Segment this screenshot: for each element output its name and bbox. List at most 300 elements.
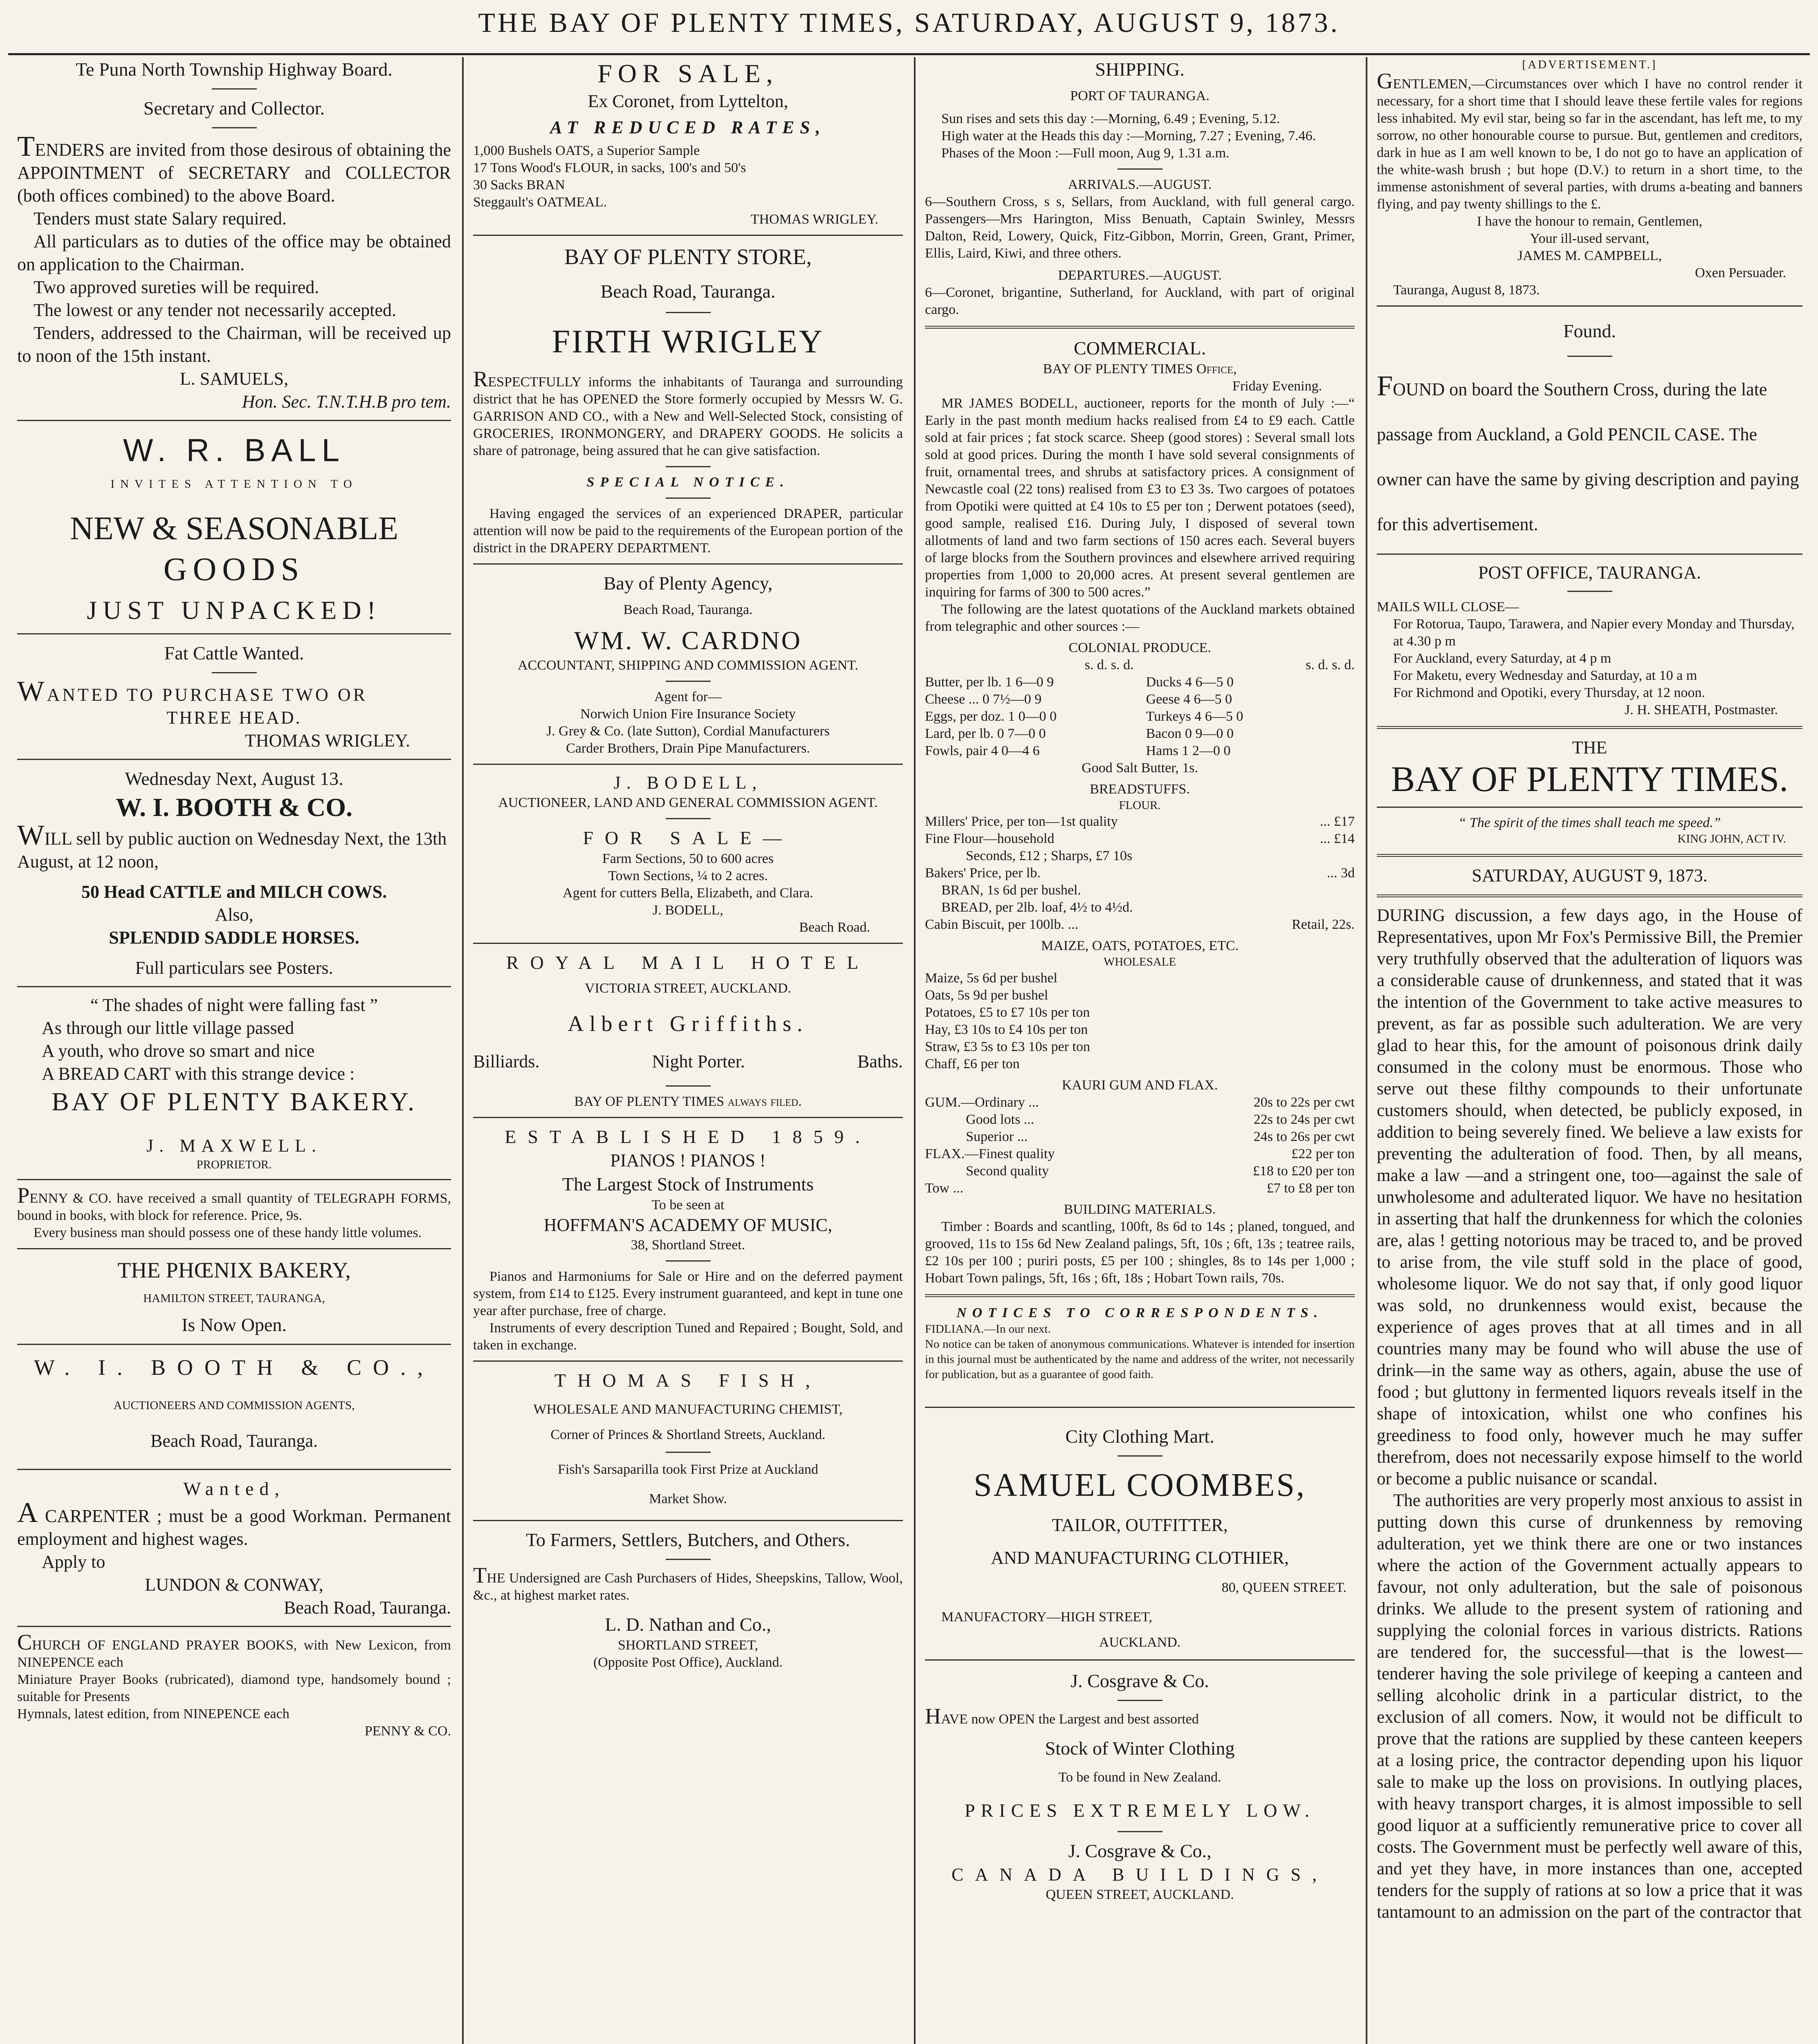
advertisement-label: [ADVERTISEMENT.] <box>1522 58 1657 71</box>
colonial-row: Geese 4 6—5 0 <box>1146 692 1232 707</box>
divider <box>666 818 711 819</box>
cell: Bakers' Price, per lb. <box>925 865 1041 881</box>
shipping-text: Sun rises and sets this day :—Morning, 6.49 ; Evening, 5.12. <box>941 111 1280 126</box>
mail-schedule: For Richmond and Opotiki, every Thursday, at 12 noon. <box>1393 685 1706 700</box>
commercial-section <box>925 336 1355 1287</box>
fish-address: Corner of Princes & Shortland Streets, Auckland. <box>550 1427 826 1442</box>
divider <box>17 1469 451 1470</box>
gentlemen-body: Your ill-used servant, <box>1530 231 1650 246</box>
divider <box>17 1344 451 1345</box>
store-address: Beach Road, Tauranga. <box>600 281 776 302</box>
fish-ad <box>473 1368 903 1508</box>
cell: 20s to 22s per cwt <box>1253 1095 1355 1110</box>
table-row <box>925 830 1355 847</box>
cell: Tow ... <box>925 1181 963 1196</box>
cattle-ad <box>17 641 451 752</box>
divider <box>666 1085 711 1087</box>
ball-unpacked: JUST UNPACKED! <box>87 596 382 625</box>
shipping-title: SHIPPING. <box>1095 59 1185 80</box>
colonial-table <box>925 657 1355 760</box>
postmaster: J. H. SHEATH, Postmaster. <box>1625 702 1778 717</box>
sarsaparilla: Fish's Sarsaparilla took First Prize at Auckland <box>558 1462 818 1477</box>
maxwell-name: J. MAXWELL. <box>146 1136 322 1156</box>
shipping-section <box>925 57 1355 318</box>
bodell-address: Beach Road. <box>799 920 870 935</box>
ball-name: W. R. BALL <box>123 432 346 468</box>
bodell-ad <box>473 771 903 936</box>
masthead-rule <box>8 53 1810 55</box>
kauri-table <box>925 1094 1355 1197</box>
coombes-ad <box>925 1424 1355 1651</box>
divider <box>473 1360 903 1362</box>
maxwell-proprietor: PROPRIETOR. <box>196 1158 272 1171</box>
church-body: Miniature Prayer Books (rubricated), diamond type, handsomely bound ; suitable for Presents <box>17 1672 451 1704</box>
divider <box>473 1117 903 1118</box>
highway-signature-title: Hon. Sec. T.N.T.H.B pro tem. <box>242 392 451 412</box>
table-row <box>925 899 1355 916</box>
divider <box>1377 894 1802 897</box>
cardno-name: WM. W. CARDNO <box>574 626 802 655</box>
highway-signature: L. SAMUELS, <box>180 369 289 389</box>
divider <box>212 127 257 128</box>
colonial-row: Turkeys 4 6—5 0 <box>1146 709 1243 724</box>
ball-ad <box>17 428 451 627</box>
found-title: Found. <box>1563 320 1616 341</box>
booth-posters: Full particulars see Posters. <box>135 958 333 978</box>
pianos-body: Instruments of every description Tuned and Repaired ; Bought, Sold, and taken in exchange. <box>473 1320 903 1353</box>
notices-body: No notice can be taken of anonymous communications. Whatever is intended for insertion in this journal must be authenticated by the name and address of the writer, not necessarily for publication, but as a guarantee of good faith. <box>925 1338 1355 1381</box>
booth2-address: Beach Road, Tauranga. <box>150 1431 318 1451</box>
coombes-clothier: AND MANUFACTURING CLOTHIER, <box>991 1548 1289 1568</box>
motto: “ The spirit of the times shall teach me speed.” <box>1458 815 1721 830</box>
mail-schedule: For Maketu, every Wednesday and Saturday, at 10 a m <box>1393 668 1697 683</box>
cell: Fine Flour—household <box>925 831 1055 846</box>
pianos-body: Pianos and Harmoniums for Sale or Hire and on the deferred payment system, from £14 to £125. Every instrument guaranteed, and kept in tune one year after purchase, free of charge. <box>473 1269 903 1318</box>
fish-sub: WHOLESALE AND MANUFACTURING CHEMIST, <box>533 1402 843 1417</box>
phoenix-title: THE PHŒNIX BAKERY, <box>117 1258 351 1282</box>
carpenter-ad <box>17 1477 451 1619</box>
colonial-row: Ducks 4 6—5 0 <box>1146 675 1234 690</box>
cosgrave-name: J. Cosgrave & Co. <box>1071 1670 1209 1691</box>
colonial-row: Butter, per lb. 1 6—0 9 <box>925 675 1054 690</box>
cell: BREAD, per 2lb. loaf, 4½ to 4½d. <box>941 900 1133 915</box>
wanted-firm: LUNDON & CONWAY, <box>145 1575 323 1595</box>
cosgrave-address: QUEEN STREET, AUCKLAND. <box>1046 1887 1234 1902</box>
list-item: Oats, 5s 9d per bushel <box>925 988 1048 1003</box>
special-body: Having engaged the services of an experienced DRAPER, particular attention will now be paid to the requirements of the European portion of the district in the DRAPERY DEPARTMENT. <box>473 506 903 556</box>
table-row <box>925 1128 1355 1145</box>
wanted-body: A CARPENTER ; must be a good Workman. Permanent employment and highest wages. <box>17 1497 451 1549</box>
list-item: Hay, £3 10s to £4 10s per ton <box>925 1022 1088 1037</box>
sale-line: 30 Sacks BRAN <box>473 177 565 193</box>
highway-body: TENDERS are invited from those desirous of obtaining the APPOINTMENT of SECRETARY and COLLECTOR (both offices combined) to the above Board. <box>17 130 451 206</box>
divider <box>212 88 257 90</box>
highway-board-ad <box>17 57 451 413</box>
departures-title: DEPARTURES.—AUGUST. <box>1058 268 1222 283</box>
divider <box>17 420 451 421</box>
table-row <box>925 882 1355 899</box>
cell: Millers' Price, per ton—1st quality <box>925 814 1118 829</box>
mails-close: MAILS WILL CLOSE— <box>1377 599 1519 614</box>
campbell-ad <box>1377 57 1802 299</box>
wanted-address: Beach Road, Tauranga. <box>283 1598 451 1618</box>
table-row <box>925 916 1355 933</box>
bakery-title: BAY OF PLENTY BAKERY. <box>52 1087 417 1116</box>
colonial-row: Fowls, pair 4 0—4 6 <box>925 743 1040 758</box>
cosgrave-body: HAVE now OPEN the Largest and best assorted <box>925 1704 1199 1728</box>
cattle-body: WANTED TO PURCHASE TWO OR <box>17 675 368 707</box>
booth2-sub: AUCTIONEERS AND COMMISSION AGENTS, <box>113 1399 355 1412</box>
mail-schedule: For Auckland, every Saturday, at 4 p m <box>1393 651 1612 666</box>
cattle-body: THREE HEAD. <box>166 708 302 728</box>
masthead: THE BAY OF PLENTY TIMES, SATURDAY, AUGUST 9, 1873. <box>478 7 1340 38</box>
list-item: Straw, £3 5s to £3 10s per ton <box>925 1039 1090 1054</box>
booth-also: Also, <box>215 905 254 925</box>
pianos: PIANOS ! PIANOS ! <box>610 1150 766 1170</box>
royal-mail-ad <box>473 950 903 1110</box>
cell: 24s to 26s per cwt <box>1253 1129 1355 1144</box>
commercial-title: COMMERCIAL. <box>1073 338 1206 359</box>
penny-body: PENNY & CO. have received a small quantity of TELEGRAPH FORMS, bound in books, with block for reference. Price, 9s. <box>17 1183 451 1223</box>
cardno-agency: Carder Brothers, Drain Pipe Manufacturers. <box>566 741 810 756</box>
booth-date: Wednesday Next, August 13. <box>125 768 343 789</box>
campbell-date: Tauranga, August 8, 1873. <box>1393 282 1540 298</box>
column-1 <box>8 57 460 2044</box>
divider <box>666 312 711 313</box>
coombes-tailor: TAILOR, OUTFITTER, <box>1052 1515 1228 1535</box>
coombes-address: 80, QUEEN STREET. <box>1221 1580 1347 1595</box>
column-divider <box>1366 57 1367 2044</box>
mail-schedule: For Rotorua, Taupo, Tarawera, and Napier every Monday and Thursday, at 4.30 p m <box>1393 616 1795 649</box>
wanted-apply: Apply to <box>42 1552 105 1572</box>
departures-body: 6—Coronet, brigantine, Sutherland, for Auckland, with part of original cargo. <box>925 285 1355 317</box>
poem-line: As through our little village passed <box>42 1018 294 1038</box>
divider <box>17 759 451 760</box>
divider <box>666 1260 711 1262</box>
table-row <box>925 1163 1355 1180</box>
arrivals-title: ARRIVALS.—AUGUST. <box>1068 177 1212 192</box>
bakery-ad <box>17 994 451 1172</box>
colonial-row: Lard, per lb. 0 7—0 0 <box>925 726 1046 741</box>
albert-griffiths: Albert Griffiths. <box>568 1011 808 1036</box>
hotel-services <box>473 1050 903 1073</box>
cell: Good lots ... <box>966 1112 1035 1127</box>
list-item: Chaff, £6 per ton <box>925 1056 1020 1071</box>
column-divider <box>462 57 464 2044</box>
cell: 22s to 24s per cwt <box>1253 1112 1355 1127</box>
cattle-title: Fat Cattle Wanted. <box>164 643 304 663</box>
highway-text: The lowest or any tender not necessarily accepted. <box>34 300 396 320</box>
nathan-name: L. D. Nathan and Co., <box>605 1614 771 1635</box>
colonial-head: s. d. s. d. <box>1084 657 1134 672</box>
column-3 <box>916 57 1364 2044</box>
divider <box>666 466 711 467</box>
cardno-agency: Norwich Union Fire Insurance Society <box>580 706 796 722</box>
booth-name: W. I. BOOTH & CO. <box>115 793 353 822</box>
editorial <box>1377 736 1802 1923</box>
canada-buildings: CANADA BUILDINGS, <box>952 1865 1328 1885</box>
gentlemen-body: GENTLEMEN,—Circumstances over which I have no control render it necessary, for a short time that I should leave these fertile vales for regions less inhabited. My evil star, being so far in the ascendant, has left me, to my sorrow, no other honourable course to pursue. But, gentlemen and creditors, dark in hue as I am well known to be, I do not go to have an application of the white-wash brush ; but hope (D.V.) to return in a short time, to the immense astonishment of several parties, with drums a-beating and banners flying, and pay twenty shillings to the £. <box>1377 69 1802 212</box>
motto-source: KING JOHN, ACT IV. <box>1677 832 1786 845</box>
cell: Superior ... <box>966 1129 1028 1144</box>
column-divider <box>914 57 916 2044</box>
booth-auction-ad <box>17 766 451 979</box>
penny-ad <box>17 1183 451 1242</box>
penny-body: Every business man should possess one of these handy little volumes. <box>34 1225 422 1240</box>
divider <box>1118 1455 1163 1457</box>
cell: GUM.—Ordinary ... <box>925 1095 1039 1110</box>
sale-reduced: AT REDUCED RATES, <box>550 117 826 137</box>
colonial-row: Cheese ... 0 7½—0 9 <box>925 692 1042 707</box>
cosgrave-nz: To be found in New Zealand. <box>1058 1770 1221 1785</box>
firth-body: RESPECTFULLY informs the inhabitants of Tauranga and surrounding district that he has OPENED the Store formerly occupied by Messrs W. G. GARRISON AND CO., with a New and Well-Selected Stock, consisting of GROCERIES, IRONMONGERY, and DRAPERY GOODS. He solicits a share of patronage, being assured that he can give satisfaction. <box>473 367 903 458</box>
divider <box>1118 168 1163 170</box>
table-row <box>925 1145 1355 1163</box>
divider <box>925 1294 1355 1297</box>
nameplate: BAY OF PLENTY TIMES. <box>1391 760 1789 799</box>
cardno-agent: Agent for— <box>654 689 722 704</box>
bodell-forsale: FOR SALE— <box>583 827 793 848</box>
ball-goods: GOODS <box>163 551 305 587</box>
campbell-signature: JAMES M. CAMPBELL, <box>1517 248 1662 263</box>
highway-subtitle: Secretary and Collector. <box>143 98 325 119</box>
post-title: POST OFFICE, TAURANGA. <box>1478 563 1701 583</box>
cardno-ad <box>473 571 903 757</box>
table-row <box>925 1111 1355 1128</box>
flour-title: FLOUR. <box>1119 799 1161 812</box>
fish-name: THOMAS FISH, <box>554 1370 821 1391</box>
baths: Baths. <box>857 1051 903 1071</box>
city-clothing: City Clothing Mart. <box>1065 1426 1214 1447</box>
divider <box>17 633 451 634</box>
breadstuffs-table <box>925 813 1355 933</box>
divider <box>473 764 903 765</box>
wrigley-sale-ad <box>473 57 903 228</box>
agency-address: Beach Road, Tauranga. <box>623 602 753 617</box>
gentlemen-body: I have the honour to remain, Gentlemen, <box>1477 214 1703 229</box>
divider <box>1118 1831 1163 1832</box>
divider <box>1118 1700 1163 1701</box>
list-item: Potatoes, £5 to £7 10s per ton <box>925 1005 1090 1020</box>
highway-text: Two approved sureties will be required. <box>34 277 319 297</box>
divider <box>1567 356 1612 357</box>
found-ad <box>1377 319 1802 547</box>
maize-list <box>925 970 1355 1073</box>
largest-stock: The Largest Stock of Instruments <box>562 1174 814 1195</box>
highway-text: Tenders, addressed to the Chairman, will be received up to noon of the 15th instant. <box>17 323 451 366</box>
kauri-title: KAURI GUM AND FLAX. <box>1062 1078 1218 1093</box>
booth-horses: SPLENDID SADDLE HORSES. <box>109 928 359 948</box>
cell: £7 to £8 per ton <box>1266 1181 1355 1196</box>
sale-ex: Ex Coronet, from Lyttelton, <box>588 91 788 111</box>
commercial-date: Friday Evening. <box>1232 379 1322 394</box>
prayer-book-ad <box>17 1630 451 1740</box>
commercial-body: The following are the latest quotations of the Auckland markets obtained from telegraphic and other sources :— <box>925 602 1355 634</box>
coombes-factory: MANUFACTORY—HIGH STREET, <box>941 1609 1152 1625</box>
cell: Second quality <box>966 1163 1049 1179</box>
hoffman-address: 38, Shortland Street. <box>631 1237 745 1253</box>
divider <box>473 563 903 565</box>
coombes-city: AUCKLAND. <box>1099 1635 1181 1650</box>
poem-line: “ The shades of night were falling fast ” <box>90 995 378 1015</box>
church-signature: PENNY & CO. <box>364 1724 451 1739</box>
divider <box>17 1248 451 1249</box>
divider <box>1377 554 1802 555</box>
special-notice: SPECIAL NOTICE. <box>586 475 790 490</box>
wholesale-title: WHOLESALE <box>1103 955 1176 968</box>
editorial-paragraph: DURING discussion, a few days ago, in the House of Representatives, upon Mr Fox's Permissive Bill, the Premier very truthfully observed that the adulteration of liquors was a considerable cause of drunkenness, and stated that it was the intention of the Government to take active measures to prevent, as far as possible such adulteration. We are very glad to hear this, for the amount of poisonous drink daily consumed in the colony must be enormous. Those who serve out these filthy compounds to their unfortunate customers should, when detected, be publicly exposed, in addition to being severely fined. We believe a law exists for preventing the adulteration of food. Then, by all means, make a law —and a stringent one, too—against the sale of unwholesome and adulterated liquor. We have no hesitation in asserting that half the drunkenness for which the colonies are, alas ! getting notorious may be traced to, and be proved to arise from, the vile stuff sold in the place of good, wholesome liquor. We do not say that, if only good liquor was sold, no drunkenness would exist, because the experience of ages proves that at all times and in all countries many may be found who will abuse the use of drink—in the same way as others, again, abuse the use of food ; but gluttony in fermented liquors reveals itself in the shape of intoxication, whilst one who confines his greediness to food only, however much he may suffer therefrom, does not necessarily expose himself to the world or become a public nuisance or scandal. <box>1377 906 1802 1488</box>
divider <box>17 1179 451 1180</box>
church-body: Hymnals, latest edition, from NINEPENCE each <box>17 1706 290 1721</box>
sarsaparilla: Market Show. <box>649 1491 727 1506</box>
booth-body: WILL sell by public auction on Wednesday Next, the 13th August, at 12 noon, <box>17 819 447 872</box>
church-body: CHURCH OF ENGLAND PRAYER BOOKS, with New Lexicon, from NINEPENCE each <box>17 1630 451 1670</box>
divider <box>925 1407 1355 1408</box>
cell: FLAX.—Finest quality <box>925 1146 1055 1161</box>
cosgrave-name: J. Cosgrave & Co., <box>1068 1840 1212 1861</box>
sale-line: 17 Tons Wood's FLOUR, in sacks, 100's and 50's <box>473 160 746 175</box>
bodell-sub: AUCTIONEER, LAND AND GENERAL COMMISSION AGENT. <box>498 795 878 810</box>
port-title: PORT OF TAURANGA. <box>1070 88 1210 103</box>
sale-line: 1,000 Bushels OATS, a Superior Sample <box>473 143 700 158</box>
phoenix-address: HAMILTON STREET, TAURANGA, <box>143 1292 325 1305</box>
poem-line: A BREAD CART with this strange device : <box>42 1064 355 1084</box>
divider <box>1377 807 1802 808</box>
nathan-ad <box>473 1528 903 1671</box>
highway-title: Te Puna North Township Highway Board. <box>76 59 393 80</box>
salt-butter: Good Salt Butter, 1s. <box>1082 760 1198 775</box>
colonial-row: Eggs, per doz. 1 0—0 0 <box>925 709 1057 724</box>
firth-wrigley: FIRTH WRIGLEY <box>552 324 824 360</box>
breadstuffs-title: BREADSTUFFS. <box>1090 782 1190 797</box>
ball-invites: INVITES ATTENTION TO <box>110 477 358 491</box>
divider <box>1567 591 1612 592</box>
ball-new: NEW & SEASONABLE <box>70 511 398 547</box>
divider <box>666 681 711 682</box>
correspondents-section <box>925 1304 1355 1382</box>
colonial-title: COLONIAL PRODUCE. <box>1068 640 1211 655</box>
divider <box>17 1626 451 1627</box>
divider <box>666 1452 711 1453</box>
table-row <box>925 1094 1355 1111</box>
column-2 <box>464 57 912 2044</box>
poem-line: A youth, who drove so smart and nice <box>42 1041 315 1061</box>
editorial-paragraph: The authorities are very properly most anxious to assist in putting down this curse of drunkenness by removing adulteration, yet we think there are one or two instances where the action of the Government actually appears to favour, not only adulteration, but the sale of poisonous drinks. We allude to the present system of rationing and supplying the colonial forces in various districts. Rations are tendered for, the successful—that is the lowest—tenderer having the sole privilege of keeping a canteen and selling alcoholic drink in a particular district, to the exclusion of all comers. Now, it would not be difficult to prove that the rations are supplied by these canteen keepers at a losing price, the contractor depending upon his liquor sale to make up the loss on provisions. In outlying places, with heavy transport charges, it is almost impossible to sell good liquor at a sufficiently remunerative price to cover all costs. The Government must be perfectly well aware of this, and yet they have, in more instances than one, accepted tenders for the supply of rations at so low a price that it was tantamount to an admission on the part of the contractor that <box>1377 1491 1802 1922</box>
cosgrave-ad <box>925 1669 1355 1903</box>
building-body: Timber : Boards and scantling, 100ft, 8s 6d to 14s ; planed, tongued, and grooved, 11s to 15s 6d New Zealand palings, 5ft, 10s ; 6ft, 13s ; teatree rails, £2 10s per 100 ; puriri posts, £5 per 100 ; shingles, 8s to 14s per 1,000 ; Hobart Town palings, 5ft, 16s ; 6ft, 18s ; Hobart Town rails, 70s. <box>925 1219 1355 1286</box>
list-item: Maize, 5s 6d per bushel <box>925 970 1057 986</box>
divider <box>925 326 1355 329</box>
bodell-signature: J. BODELL, <box>653 903 723 918</box>
cell: £22 per ton <box>1291 1146 1355 1161</box>
cell: Retail, 22s. <box>1292 917 1355 932</box>
arrivals-body: 6—Southern Cross, s s, Sellars, from Auckland, with full general cargo. Passengers—Mrs Harington, Miss Benuath, Captain Swinley, Messrs Dalton, Reid, Lowery, Quick, Fitz-Gibbon, Morrin, Green, Grant, Primer, Ellis, Laird, Kiwi, and three others. <box>925 194 1355 261</box>
nathan-address: SHORTLAND STREET, <box>618 1638 758 1653</box>
royal-title: ROYAL MAIL HOTEL <box>506 952 870 973</box>
building-title: BUILDING MATERIALS. <box>1064 1202 1216 1217</box>
bodell-line: Farm Sections, 50 to 600 acres <box>602 851 774 866</box>
divider <box>666 498 711 499</box>
cosgrave-stock: Stock of Winter Clothing <box>1045 1738 1235 1759</box>
nameplate-the: THE <box>1572 737 1607 758</box>
bodell-line: Agent for cutters Bella, Elizabeth, and Clara. <box>563 885 813 901</box>
booth-cattle: 50 Head CATTLE and MILCH COWS. <box>81 882 387 902</box>
divider <box>666 1559 711 1560</box>
store-title: BAY OF PLENTY STORE, <box>564 244 812 269</box>
notices-body: FIDLIANA.—In our next. <box>925 1322 1051 1336</box>
hoffman-ad <box>473 1125 903 1354</box>
prices-low: PRICES EXTREMELY LOW. <box>964 1800 1315 1821</box>
table-row <box>925 813 1355 830</box>
highway-text: Tenders must state Salary required. <box>34 208 287 229</box>
found-body: FOUND on board the Southern Cross, during the late passage from Auckland, a Gold PENCIL CASE. The owner can have the same by giving description and paying for this advertisement. <box>1377 370 1799 534</box>
times-filed: BAY OF PLENTY TIMES always filed. <box>574 1094 802 1109</box>
maize-title: MAIZE, OATS, POTATOES, ETC. <box>1041 938 1239 953</box>
colonial-row: Hams 1 2—0 0 <box>1146 743 1231 758</box>
cell: Seconds, £12 ; Sharps, £7 10s <box>966 848 1133 863</box>
divider <box>212 672 257 673</box>
sale-title: FOR SALE, <box>597 59 779 88</box>
cell: ... £14 <box>1320 831 1355 846</box>
campbell-title: Oxen Persuader. <box>1695 265 1786 280</box>
night-porter: Night Porter. <box>652 1051 745 1071</box>
commercial-body: MR JAMES BODELL, auctioneer, reports for the month of July :—“ Early in the past month medium hacks realised from £4 to £9 each. Cattle sold at fair prices ; fat stock scarce. Sheep (good stores) : Several small lots sold at good prices. During the month I have sold several consignments of fruit, ornamental trees, and shrubs at satisfactory prices. A consignment of Newcastle coal (22 tons) realised from £3 to £3 3s. Two cargoes of potatoes from Opotiki were quitted at £4 10s to £5 per ton ; Derwent potatoes (seed), good sample, realised £16. During July, I disposed of several town allotments of land and two farm sections of 150 acres each. Several buyers of large blocks from the Southern provinces and elsewhere arrived requiring properties from 1,000 to 20,000 acres. At present several gentlemen are inquiring for farms of 300 to 500 acres.” <box>925 396 1355 600</box>
divider <box>473 1520 903 1521</box>
post-office-notice <box>1377 561 1802 719</box>
to-be-seen: To be seen at <box>651 1197 725 1213</box>
cell: £18 to £20 per ton <box>1252 1163 1355 1179</box>
phoenix-open: Is Now Open. <box>182 1314 287 1335</box>
sale-signature: THOMAS WRIGLEY. <box>750 212 878 227</box>
farmers-title: To Farmers, Settlers, Butchers, and Others. <box>526 1529 850 1550</box>
divider <box>1377 854 1802 857</box>
wanted-title: Wanted, <box>183 1478 285 1499</box>
highway-text: All particulars as to duties of the office may be obtained on application to the Chairman. <box>17 231 451 274</box>
shipping-text: High water at the Heads this day :—Morning, 7.27 ; Evening, 7.46. <box>941 128 1316 143</box>
editorial-date: SATURDAY, AUGUST 9, 1873. <box>1472 865 1708 885</box>
table-row <box>925 865 1355 882</box>
cell: BRAN, 1s 6d per bushel. <box>941 883 1081 898</box>
divider <box>1377 726 1802 729</box>
cattle-signature: THOMAS WRIGLEY. <box>245 731 410 751</box>
notices-title: NOTICES TO CORRESPONDENTS. <box>956 1305 1324 1320</box>
agency-title: Bay of Plenty Agency, <box>603 573 773 594</box>
sale-line: Steggault's OATMEAL. <box>473 195 607 210</box>
booth2-name: W. I. BOOTH & CO., <box>34 1355 434 1380</box>
colonial-head: s. d. s. d. <box>1306 657 1355 672</box>
cardno-sub: ACCOUNTANT, SHIPPING AND COMMISSION AGENT. <box>518 658 858 673</box>
colonial-left <box>925 657 1134 760</box>
bop-store-ad <box>473 242 903 557</box>
column-4 <box>1368 57 1811 2044</box>
coombes-name: SAMUEL COOMBES, <box>974 1467 1306 1503</box>
established: ESTABLISHED 1859. <box>505 1126 871 1147</box>
billiards: Billiards. <box>473 1051 540 1071</box>
booth-agents-ad <box>17 1353 451 1452</box>
cell: ... £17 <box>1320 814 1355 829</box>
divider <box>473 943 903 944</box>
cell: ... 3d <box>1327 865 1355 881</box>
table-row <box>925 847 1355 865</box>
divider <box>17 986 451 987</box>
colonial-row: Bacon 0 9—0 0 <box>1146 726 1234 741</box>
bodell-name: J. BODELL, <box>613 773 763 793</box>
phoenix-ad <box>17 1256 451 1337</box>
table-row <box>925 1180 1355 1197</box>
colonial-right <box>1146 657 1355 760</box>
hoffman-name: HOFFMAN'S ACADEMY OF MUSIC, <box>543 1215 833 1235</box>
divider <box>925 1659 1355 1661</box>
